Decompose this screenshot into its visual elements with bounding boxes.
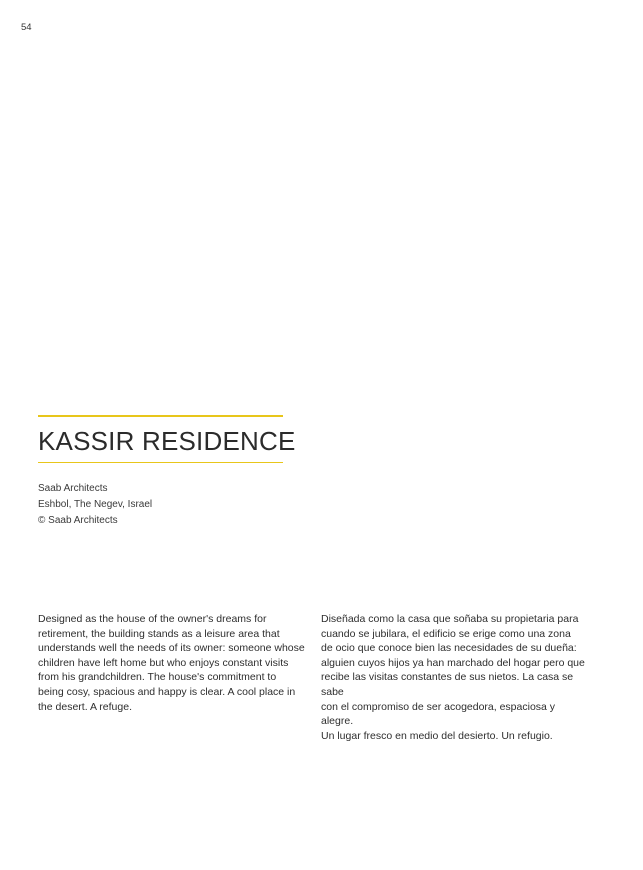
english-description xyxy=(38,612,306,714)
project-location: Eshbol, The Negev, Israel xyxy=(38,499,153,510)
project-credits xyxy=(38,481,152,529)
english-line: being cosy, spacious and happy is clear. A cool place in xyxy=(38,685,296,698)
spanish-description xyxy=(321,612,589,743)
title-top-rule xyxy=(38,415,283,417)
page-number: 54 xyxy=(21,22,32,33)
english-line: Designed as the house of the owner's dreams for xyxy=(38,613,267,625)
spanish-line: Diseñada como la casa que soñaba su propietaria para xyxy=(321,613,579,625)
english-line: the desert. A refuge. xyxy=(38,700,132,713)
project-title: KASSIR RESIDENCE xyxy=(38,425,296,456)
spanish-line: Un lugar fresco en medio del desierto. Un refugio. xyxy=(321,729,553,742)
english-line: understands well the needs of its owner: someone whose xyxy=(38,642,305,655)
architect-name: Saab Architects xyxy=(38,483,108,494)
spanish-line: cuando se jubilara, el edificio se erige como una zona xyxy=(321,627,571,640)
spanish-line: alguien cuyos hijos ya han marchado del hogar pero que xyxy=(321,656,585,669)
english-line: retirement, the building stands as a leisure area that xyxy=(38,627,280,640)
title-bottom-rule xyxy=(38,462,283,464)
spanish-line: con el compromiso de ser acogedora, espaciosa y alegre. xyxy=(321,700,556,728)
english-line: from his grandchildren. The house's commitment to xyxy=(38,671,277,684)
spanish-line: de ocio que conoce bien las necesidades de su dueña: xyxy=(321,642,577,655)
english-line: children have left home but who enjoys constant visits xyxy=(38,656,289,669)
photo-copyright: © Saab Architects xyxy=(38,515,118,526)
title-block xyxy=(38,415,296,463)
spanish-line: recibe las visitas constantes de sus nietos. La casa se sabe xyxy=(321,671,574,698)
